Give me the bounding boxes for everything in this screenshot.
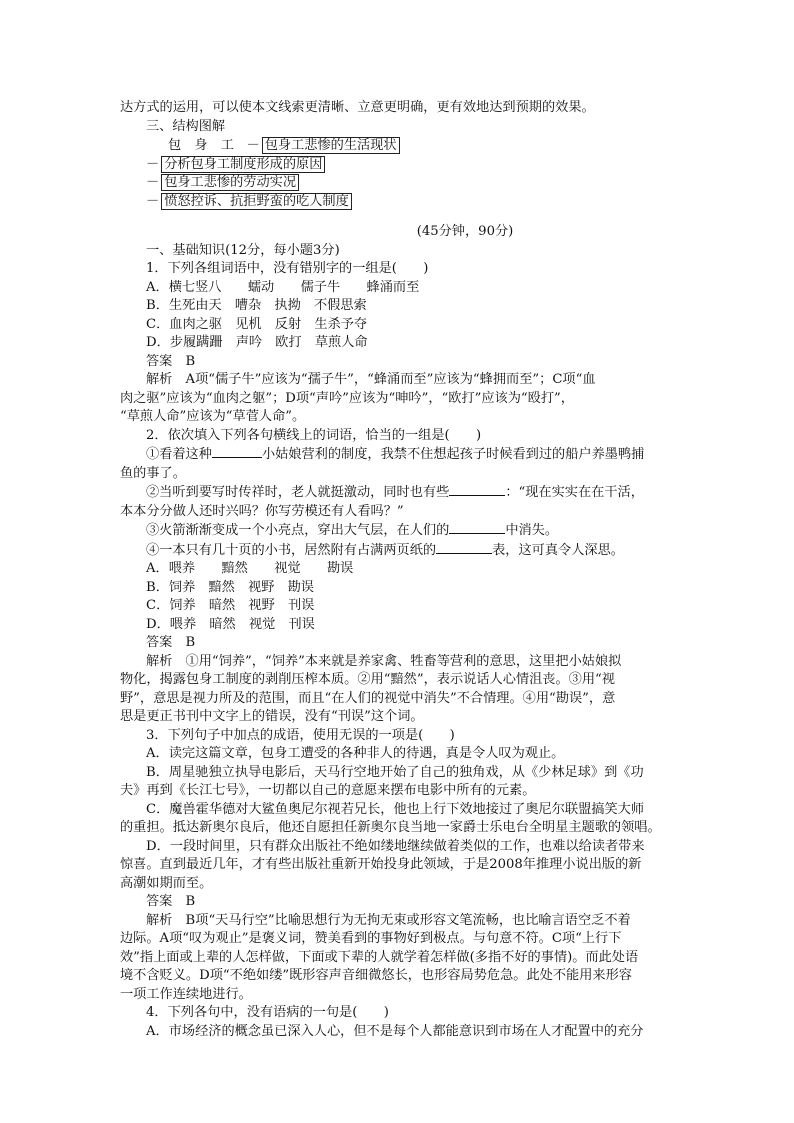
structure-row — [120, 156, 650, 175]
structure-branch: 包身工悲惨的生活现状 — [262, 137, 400, 154]
test-header: (45分钟，90分) — [416, 224, 514, 239]
branch-connector: － — [146, 193, 160, 209]
sentence-text: ：“现在实实在在干活， — [505, 485, 644, 500]
option: C．血肉之驱 见机 反射 生杀予夺 — [146, 316, 368, 332]
fill-blank — [436, 541, 492, 554]
structure-row — [120, 193, 650, 212]
option: A．读完这篇文章，包身工遭受的各种非人的待遇，真是令人叹为观止。 — [146, 746, 565, 761]
branch-connector: － — [238, 138, 260, 153]
sentence — [120, 521, 650, 541]
sentence-text: ④一本只有几十页的小书，居然附有占满两页纸的 — [146, 542, 437, 558]
analysis-line: “草煎人命”应该为“草菅人命”。 — [120, 409, 306, 424]
intro-line: 达方式的运用，可以使本文线索更清晰、立意更明确，更有效地达到预期的效果。 — [120, 100, 595, 115]
analysis-line: 境不含贬义。D项“不绝如缕”既形容声音细微悠长，也形容局势危急。此处不能用来形容 — [120, 968, 632, 983]
analysis-line: 效”指上面或上辈的人怎样做，下面或下辈的人就学着怎样做(多指不好的事情)。而此处语 — [120, 949, 639, 965]
option: A．横七竖八 蠕动 儒子牛 蜂涌而至 — [146, 279, 420, 295]
option-cont: 高潮如期而至。 — [120, 875, 213, 891]
answer: 答案 B — [146, 894, 196, 909]
sentence — [120, 541, 650, 561]
option-cont: 夫》再到《长江七号》，一切都以自己的意愿来摆布电影中所有的元素。 — [120, 783, 536, 798]
structure-row — [120, 137, 650, 156]
sentence-text: ②当听到要写时传祥时，老人就挺激动，同时也有些 — [146, 485, 450, 500]
part-title: 一、基础知识(12分，每小题3分) — [146, 242, 340, 258]
sentence-text: ③火箭渐渐变成一个小亮点，穿出大气层，在人们的 — [146, 523, 450, 538]
option: B．周星驰独立执导电影后，天马行空地开始了自己的独角戏，从《少林足球》到《功 — [146, 764, 644, 780]
document-page — [120, 99, 661, 1041]
structure-branch: 包身工悲惨的劳动实况 — [161, 174, 299, 191]
analysis-line: 物化，揭露包身工制度的剥削压榨本质。②用“黯然”，表示说话人心情沮丧。③用“视 — [120, 672, 615, 687]
section-title: 三、结构图解 — [146, 118, 226, 134]
analysis-line: 一项工作连续地进行。 — [120, 986, 252, 1002]
analysis-line: 野”，意思是视力所及的范围，而且“在人们的视觉中消失”不合情理。④用“勘误”，意 — [120, 690, 616, 706]
analysis-line: 解析 B项“天马行空”比喻思想行为无拘无束或形容文笔流畅，也比喻言语空乏不着 — [146, 912, 631, 928]
fill-blank — [212, 445, 262, 458]
option-cont: 惊喜。直到最近几年，才有些出版社重新开始投身此领域，于是2008年推理小说出版的新 — [120, 857, 642, 872]
sentence-cont: 鱼的事了。 — [120, 465, 186, 481]
analysis-line: 解析 ①用“饲养”，“饲养”本来就是养家禽、牲畜等营利的意思，这里把小姑娘拟 — [146, 653, 622, 669]
option: C．饲养 暗然 视野 刊误 — [146, 598, 315, 613]
option: A．喂养 黯然 视觉 勘误 — [146, 561, 354, 576]
answer: 答案 B — [146, 635, 196, 650]
spacer — [120, 211, 650, 223]
structure-branch: 愤怒控诉、抗拒野蛮的吃人制度 — [161, 193, 352, 210]
sentence-text: 表，这可真令人深思。 — [492, 542, 624, 558]
sentence-text: ①看着这种 — [146, 447, 212, 462]
analysis-line: 肉之驱”应该为“血肉之躯”；D项“声吟”应该为“呻吟”，“欧打”应该为“殴打”， — [120, 390, 574, 406]
option: A．市场经济的概念虽已深入人心，但不是每个人都能意识到市场在人才配置中的充分 — [146, 1023, 644, 1039]
analysis-line: 边际。A项“叹为观止”是褒义词，赞美看到的事物好到极点。与句意不符。C项“上行下 — [120, 931, 622, 946]
analysis-line: 解析 A项“儒子牛”应该为“孺子牛”，“蜂涌而至”应该为“蜂拥而至”；C项“血 — [146, 372, 596, 387]
option: D．一段时间里，只有群众出版社不绝如缕地继续做着类似的工作，也难以给读者带来 — [146, 838, 645, 854]
option: D．喂养 暗然 视觉 刊误 — [146, 616, 315, 632]
question-stem: 3．下列句子中加点的成语，使用无误的一项是( ) — [146, 727, 455, 743]
question-stem: 1．下列各组词语中，没有错别字的一组是( ) — [146, 261, 429, 276]
question-stem: 4．下列各句中，没有语病的一句是( ) — [146, 1005, 389, 1020]
answer: 答案 B — [146, 353, 196, 369]
structure-root: 包 身 工 — [168, 138, 234, 153]
branch-connector: － — [146, 156, 160, 172]
structure-branch: 分析包身工制度形成的原因 — [161, 156, 325, 173]
sentence-cont: 本本分分做人还时兴吗？你写劳模还有人看吗？” — [120, 503, 404, 519]
sentence — [120, 483, 650, 503]
option: B．生死由天 嘈杂 执拗 不假思索 — [146, 298, 367, 313]
fill-blank — [449, 483, 505, 496]
sentence-text: 中消失。 — [505, 523, 559, 538]
structure-diagram — [120, 137, 650, 211]
structure-row — [120, 174, 650, 193]
option: C．魔兽霍华德对大鲨鱼奥尼尔视若兄长，他也上行下效地接过了奥尼尔联盟搞笑大师 — [146, 801, 645, 817]
question-stem: 2．依次填入下列各句横线上的词语，恰当的一组是( ) — [146, 427, 482, 443]
option: B．饲养 黯然 视野 勘误 — [146, 579, 314, 595]
fill-blank — [449, 521, 505, 534]
branch-connector: － — [146, 175, 160, 190]
option-cont: 的重担。抵达新奥尔良后，他还自愿担任新奥尔良当地一家爵士乐电台全明星主题歌的领唱。 — [120, 820, 661, 835]
sentence-text: 小姑娘营利的制度，我禁不住想起孩子时候看到过的船户养墨鸭捕 — [261, 447, 645, 462]
analysis-line: 思是更正书刊中文字上的错误，没有“刊误”这个词。 — [120, 709, 424, 724]
option: D．步履蹒跚 声吟 欧打 草煎人命 — [146, 335, 368, 350]
sentence — [120, 445, 650, 465]
